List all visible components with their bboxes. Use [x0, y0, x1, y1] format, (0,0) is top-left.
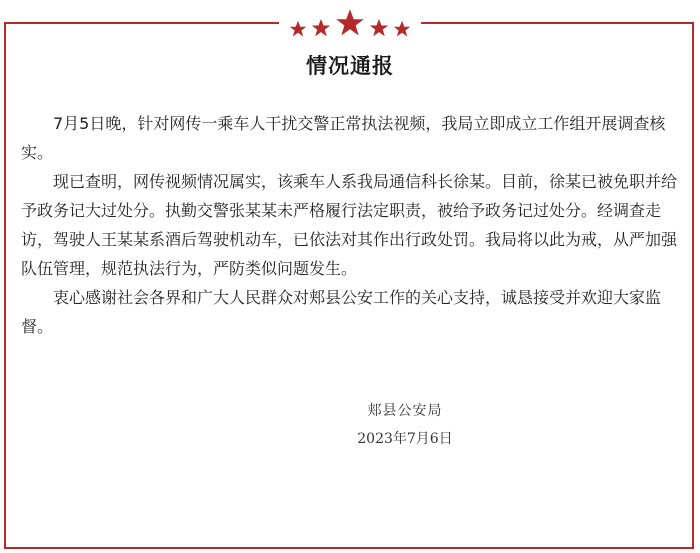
star-decoration: [0, 4, 700, 38]
star-icon: [311, 18, 331, 38]
paragraph-thanks: 衷心感谢社会各界和广大人民群众对郏县公安工作的关心支持，诚恳接受并欢迎大家监督。: [21, 288, 662, 336]
signature-organization: 郏县公安局: [367, 403, 443, 419]
star-row: [279, 4, 421, 38]
star-icon: [369, 18, 389, 38]
star-icon: [289, 20, 307, 38]
paragraph-incident: 7月5日晚，针对网传一乘车人干扰交警正常执法视频，我局立即成立工作组开展调查核实。: [21, 114, 666, 162]
star-icon: [393, 20, 411, 38]
signature-date: 2023年7月6日: [357, 431, 453, 447]
paragraph-findings: 现已查明，网传视频情况属实，该乘车人系我局通信科长徐某。目前，徐某已被免职并给予政务记大过处分。执勤交警张某某未严格履行法定职责，被给予政务记过处分。经调查走访，驾驶人王某某系酒后驾驶机动车，已依法对其作出行政处罚。我局将以此为戒，从严加强队伍管理，规范执法行为，严防类似问题发生。: [21, 172, 678, 278]
star-icon: [335, 8, 365, 38]
notice-title: 情况通报: [306, 53, 394, 78]
notice-body: [21, 109, 681, 341]
